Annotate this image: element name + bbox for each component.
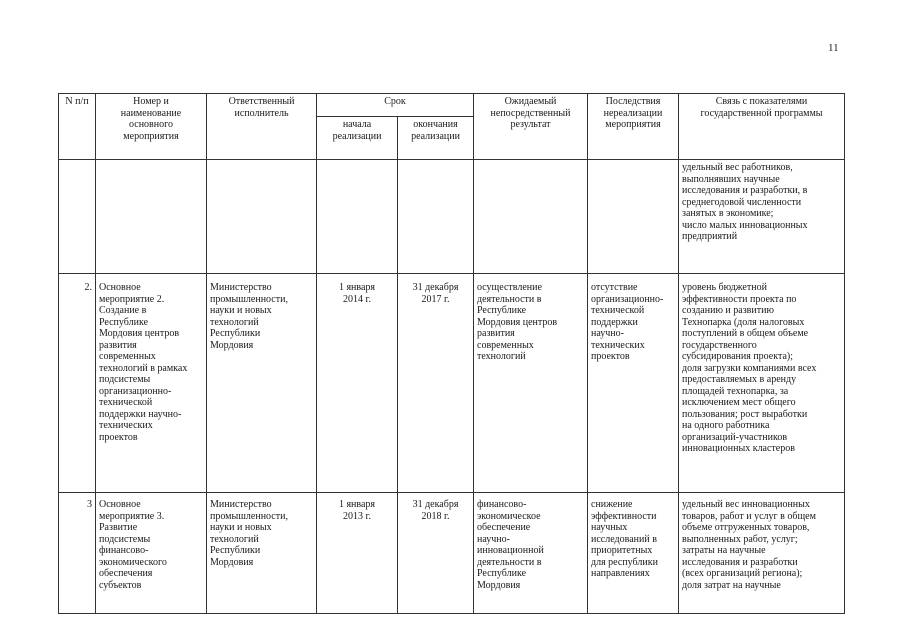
- activities-table: [58, 93, 845, 614]
- cell-link: удельный вес работников, выполнявших научные исследования и разработки, в среднегодовой численности занятых в экономике; число малых инновационных предприятий: [679, 160, 845, 274]
- cell-link: удельный вес инновационных товаров, работ и услуг в общем объеме отгруженных товаров, выполненных работ, услуг; затраты на научные исследования и разработки (всех организаций региона); доля затрат на научные: [679, 493, 845, 614]
- table-row: [59, 160, 845, 274]
- cell-consequences: снижение эффективности научных исследований в приоритетных для республики направлениях: [588, 493, 679, 614]
- cell-end: 31 декабря 2017 г.: [398, 274, 474, 493]
- cell-name: Основное мероприятие 3. Развитие подсистемы финансово- экономического обеспечения субъектов: [96, 493, 207, 614]
- cell-end: 31 декабря 2018 г.: [398, 493, 474, 614]
- cell-consequences: отсутствие организационно- технической поддержки научно- технических проектов: [588, 274, 679, 493]
- cell-link: уровень бюджетной эффективности проекта по созданию и развитию Технопарка (доля налоговых поступлений в общем объеме государственного субсидирования проекта); доля загрузки компаниями всех предоставляемых в аренду площадей технопарка, за исключением мест общего пользования; рост выработки на одного работника организаций-участников инновационных кластеров: [679, 274, 845, 493]
- header-row: [59, 94, 845, 117]
- cell-start: [317, 160, 398, 274]
- cell-name: Основное мероприятие 2. Создание в Республике Мордовия центров развития современных технологий в рамках подсистемы организационно- технической поддержки научно- технических проектов: [96, 274, 207, 493]
- header-link: Связь с показателями государственной программы: [679, 94, 845, 160]
- cell-num: [59, 160, 96, 274]
- header-term: Срок: [317, 94, 474, 117]
- cell-num: 2.: [59, 274, 96, 493]
- cell-start: 1 января 2013 г.: [317, 493, 398, 614]
- cell-result: осуществление деятельности в Республике Мордовия центров развития современных технологий: [474, 274, 588, 493]
- cell-executor: Министерство промышленности, науки и новых технологий Республики Мордовия: [207, 493, 317, 614]
- cell-start: 1 января 2014 г.: [317, 274, 398, 493]
- header-name: Номер и наименование основного мероприятия: [96, 94, 207, 160]
- cell-consequences: [588, 160, 679, 274]
- cell-result: финансово- экономическое обеспечение научно- инновационной деятельности в Республике Мордовия: [474, 493, 588, 614]
- page-number: 11: [828, 42, 839, 54]
- table-row: [59, 274, 845, 493]
- header-result: Ожидаемый непосредственный результат: [474, 94, 588, 160]
- cell-executor: Министерство промышленности, науки и новых технологий Республики Мордовия: [207, 274, 317, 493]
- cell-num: 3: [59, 493, 96, 614]
- cell-name: [96, 160, 207, 274]
- header-end: окончания реализации: [398, 117, 474, 160]
- cell-end: [398, 160, 474, 274]
- header-start: начала реализации: [317, 117, 398, 160]
- cell-executor: [207, 160, 317, 274]
- table-row: [59, 493, 845, 614]
- header-num: N п/п: [59, 94, 96, 160]
- cell-result: [474, 160, 588, 274]
- header-consequences: Последствия нереализации мероприятия: [588, 94, 679, 160]
- header-executor: Ответственный исполнитель: [207, 94, 317, 160]
